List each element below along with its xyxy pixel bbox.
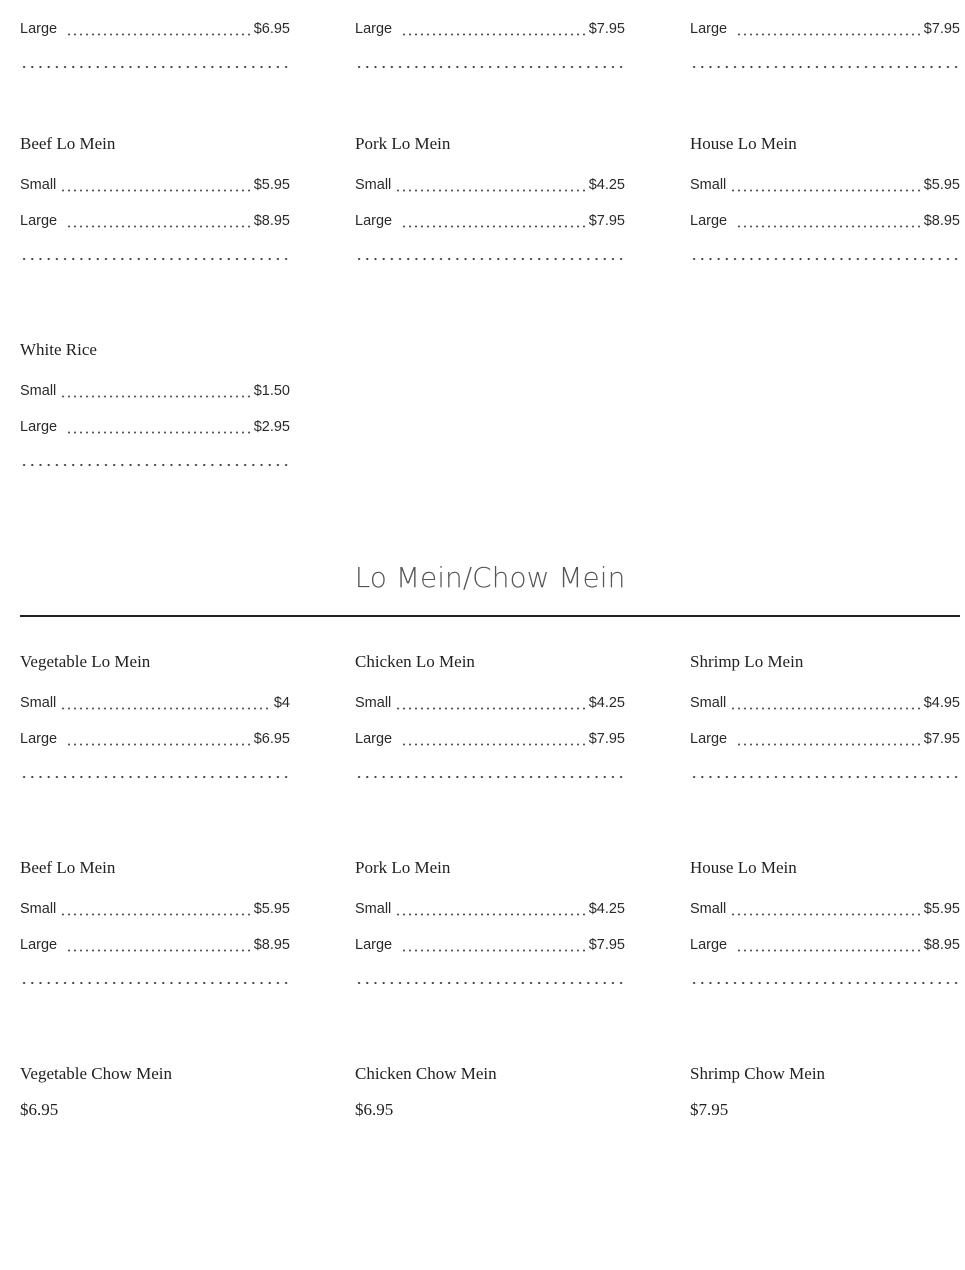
dot-leader [395, 694, 584, 712]
price: $7.95 [588, 213, 625, 229]
size-label: Small [355, 901, 392, 917]
dot-leader [736, 936, 920, 954]
small-price-row [355, 694, 625, 712]
large-price-row [20, 212, 290, 230]
item-name: Chicken Lo Mein [355, 652, 475, 671]
dotted-separator [355, 256, 625, 262]
price: $7.95 [588, 21, 625, 37]
large-price-row [355, 936, 625, 954]
large-price-row [690, 936, 960, 954]
lo-mein-menu-grid [20, 652, 960, 1270]
menu-item [20, 652, 290, 858]
partial-menu-row [20, 0, 960, 148]
price: $6.95 [20, 1100, 59, 1119]
price: $1.50 [253, 383, 290, 399]
small-price-row [20, 694, 290, 712]
large-price-row [690, 730, 960, 748]
size-label: Large [690, 937, 728, 953]
size-label: Small [690, 695, 727, 711]
large-price-row [690, 20, 960, 38]
price: $7.95 [690, 1100, 729, 1119]
menu-item [355, 652, 625, 858]
size-label: Large [20, 937, 58, 953]
dot-leader [60, 694, 270, 712]
small-price-row [20, 176, 290, 194]
menu-item [20, 0, 290, 148]
small-price-row [690, 694, 960, 712]
dotted-separator [20, 462, 290, 468]
dotted-separator [355, 64, 625, 70]
item-name: House Lo Mein [690, 858, 797, 877]
size-label: Large [355, 937, 393, 953]
dot-leader [730, 694, 919, 712]
dotted-separator [355, 774, 625, 780]
large-price-row [20, 730, 290, 748]
dot-leader [730, 900, 919, 918]
small-price-row [355, 900, 625, 918]
dot-leader [401, 730, 585, 748]
item-name: House Lo Mein [690, 134, 797, 153]
dot-leader [736, 730, 920, 748]
menu-item [20, 1064, 290, 1270]
menu-item [355, 1064, 625, 1270]
menu-item [20, 340, 290, 546]
dotted-separator [690, 256, 960, 262]
dotted-separator [20, 256, 290, 262]
menu-item [690, 858, 960, 1064]
price: $5.95 [253, 901, 290, 917]
size-label: Large [355, 731, 393, 747]
size-label: Small [20, 177, 57, 193]
small-price-row [20, 900, 290, 918]
dotted-separator [20, 980, 290, 986]
price: $7.95 [923, 21, 960, 37]
item-name: Pork Lo Mein [355, 134, 451, 153]
dotted-separator [20, 64, 290, 70]
dot-leader [66, 20, 250, 38]
small-price-row [355, 176, 625, 194]
section-divider [20, 615, 960, 617]
price: $6.95 [253, 731, 290, 747]
menu-item [355, 134, 625, 340]
large-price-row [20, 936, 290, 954]
price: $5.95 [253, 177, 290, 193]
large-price-row [20, 418, 290, 436]
dot-leader [60, 382, 249, 400]
dotted-separator [355, 980, 625, 986]
item-name: Shrimp Lo Mein [690, 652, 804, 671]
size-label: Small [355, 177, 392, 193]
size-label: Large [20, 213, 58, 229]
price: $4.25 [588, 177, 625, 193]
dot-leader [66, 936, 250, 954]
menu-item [690, 1064, 960, 1270]
dot-leader [736, 212, 920, 230]
size-label: Large [20, 21, 58, 37]
dot-leader [66, 212, 250, 230]
menu-item [690, 0, 960, 148]
dot-leader [60, 176, 249, 194]
size-label: Small [690, 901, 727, 917]
price: $7.95 [923, 731, 960, 747]
dot-leader [395, 900, 584, 918]
item-name: White Rice [20, 340, 97, 359]
price: $8.95 [923, 937, 960, 953]
price: $4.25 [588, 695, 625, 711]
price: $8.95 [923, 213, 960, 229]
large-price-row [355, 20, 625, 38]
dotted-separator [690, 980, 960, 986]
item-name: Chicken Chow Mein [355, 1064, 497, 1083]
menu-item [20, 858, 290, 1064]
item-name: Beef Lo Mein [20, 134, 116, 153]
item-name: Pork Lo Mein [355, 858, 451, 877]
price: $6.95 [355, 1100, 394, 1119]
large-price-row [690, 212, 960, 230]
size-label: Large [20, 731, 58, 747]
size-label: Large [355, 213, 393, 229]
dot-leader [730, 176, 919, 194]
dot-leader [66, 730, 250, 748]
dot-leader [395, 176, 584, 194]
small-price-row [690, 900, 960, 918]
menu-item [20, 134, 290, 340]
dot-leader [60, 900, 249, 918]
price: $2.95 [253, 419, 290, 435]
size-label: Large [20, 419, 58, 435]
size-label: Small [20, 695, 57, 711]
size-label: Small [690, 177, 727, 193]
size-label: Small [20, 901, 57, 917]
dotted-separator [20, 774, 290, 780]
dot-leader [401, 212, 585, 230]
item-name: Beef Lo Mein [20, 858, 116, 877]
price: $4.25 [588, 901, 625, 917]
menu-item [355, 0, 625, 148]
size-label: Large [690, 731, 728, 747]
dot-leader [401, 936, 585, 954]
menu-item [690, 652, 960, 858]
top-menu-grid [20, 134, 960, 546]
price: $5.95 [923, 901, 960, 917]
section-title: Lo Mein/Chow Mein [354, 561, 626, 594]
dotted-separator [690, 774, 960, 780]
large-price-row [355, 730, 625, 748]
size-label: Small [355, 695, 392, 711]
item-name: Shrimp Chow Mein [690, 1064, 826, 1083]
small-price-row [20, 382, 290, 400]
item-name: Vegetable Lo Mein [20, 652, 151, 671]
size-label: Large [355, 21, 393, 37]
size-label: Large [690, 21, 728, 37]
dot-leader [66, 418, 250, 436]
menu-item [690, 134, 960, 340]
large-price-row [20, 20, 290, 38]
price: $5.95 [923, 177, 960, 193]
small-price-row [690, 176, 960, 194]
price: $8.95 [253, 937, 290, 953]
dot-leader [401, 20, 585, 38]
menu-item [355, 858, 625, 1064]
price: $6.95 [253, 21, 290, 37]
price: $4.95 [923, 695, 960, 711]
item-name: Vegetable Chow Mein [20, 1064, 173, 1083]
dot-leader [736, 20, 920, 38]
large-price-row [355, 212, 625, 230]
size-label: Small [20, 383, 57, 399]
dotted-separator [690, 64, 960, 70]
size-label: Large [690, 213, 728, 229]
price: $7.95 [588, 731, 625, 747]
price: $4 [273, 695, 290, 711]
price: $7.95 [588, 937, 625, 953]
price: $8.95 [253, 213, 290, 229]
